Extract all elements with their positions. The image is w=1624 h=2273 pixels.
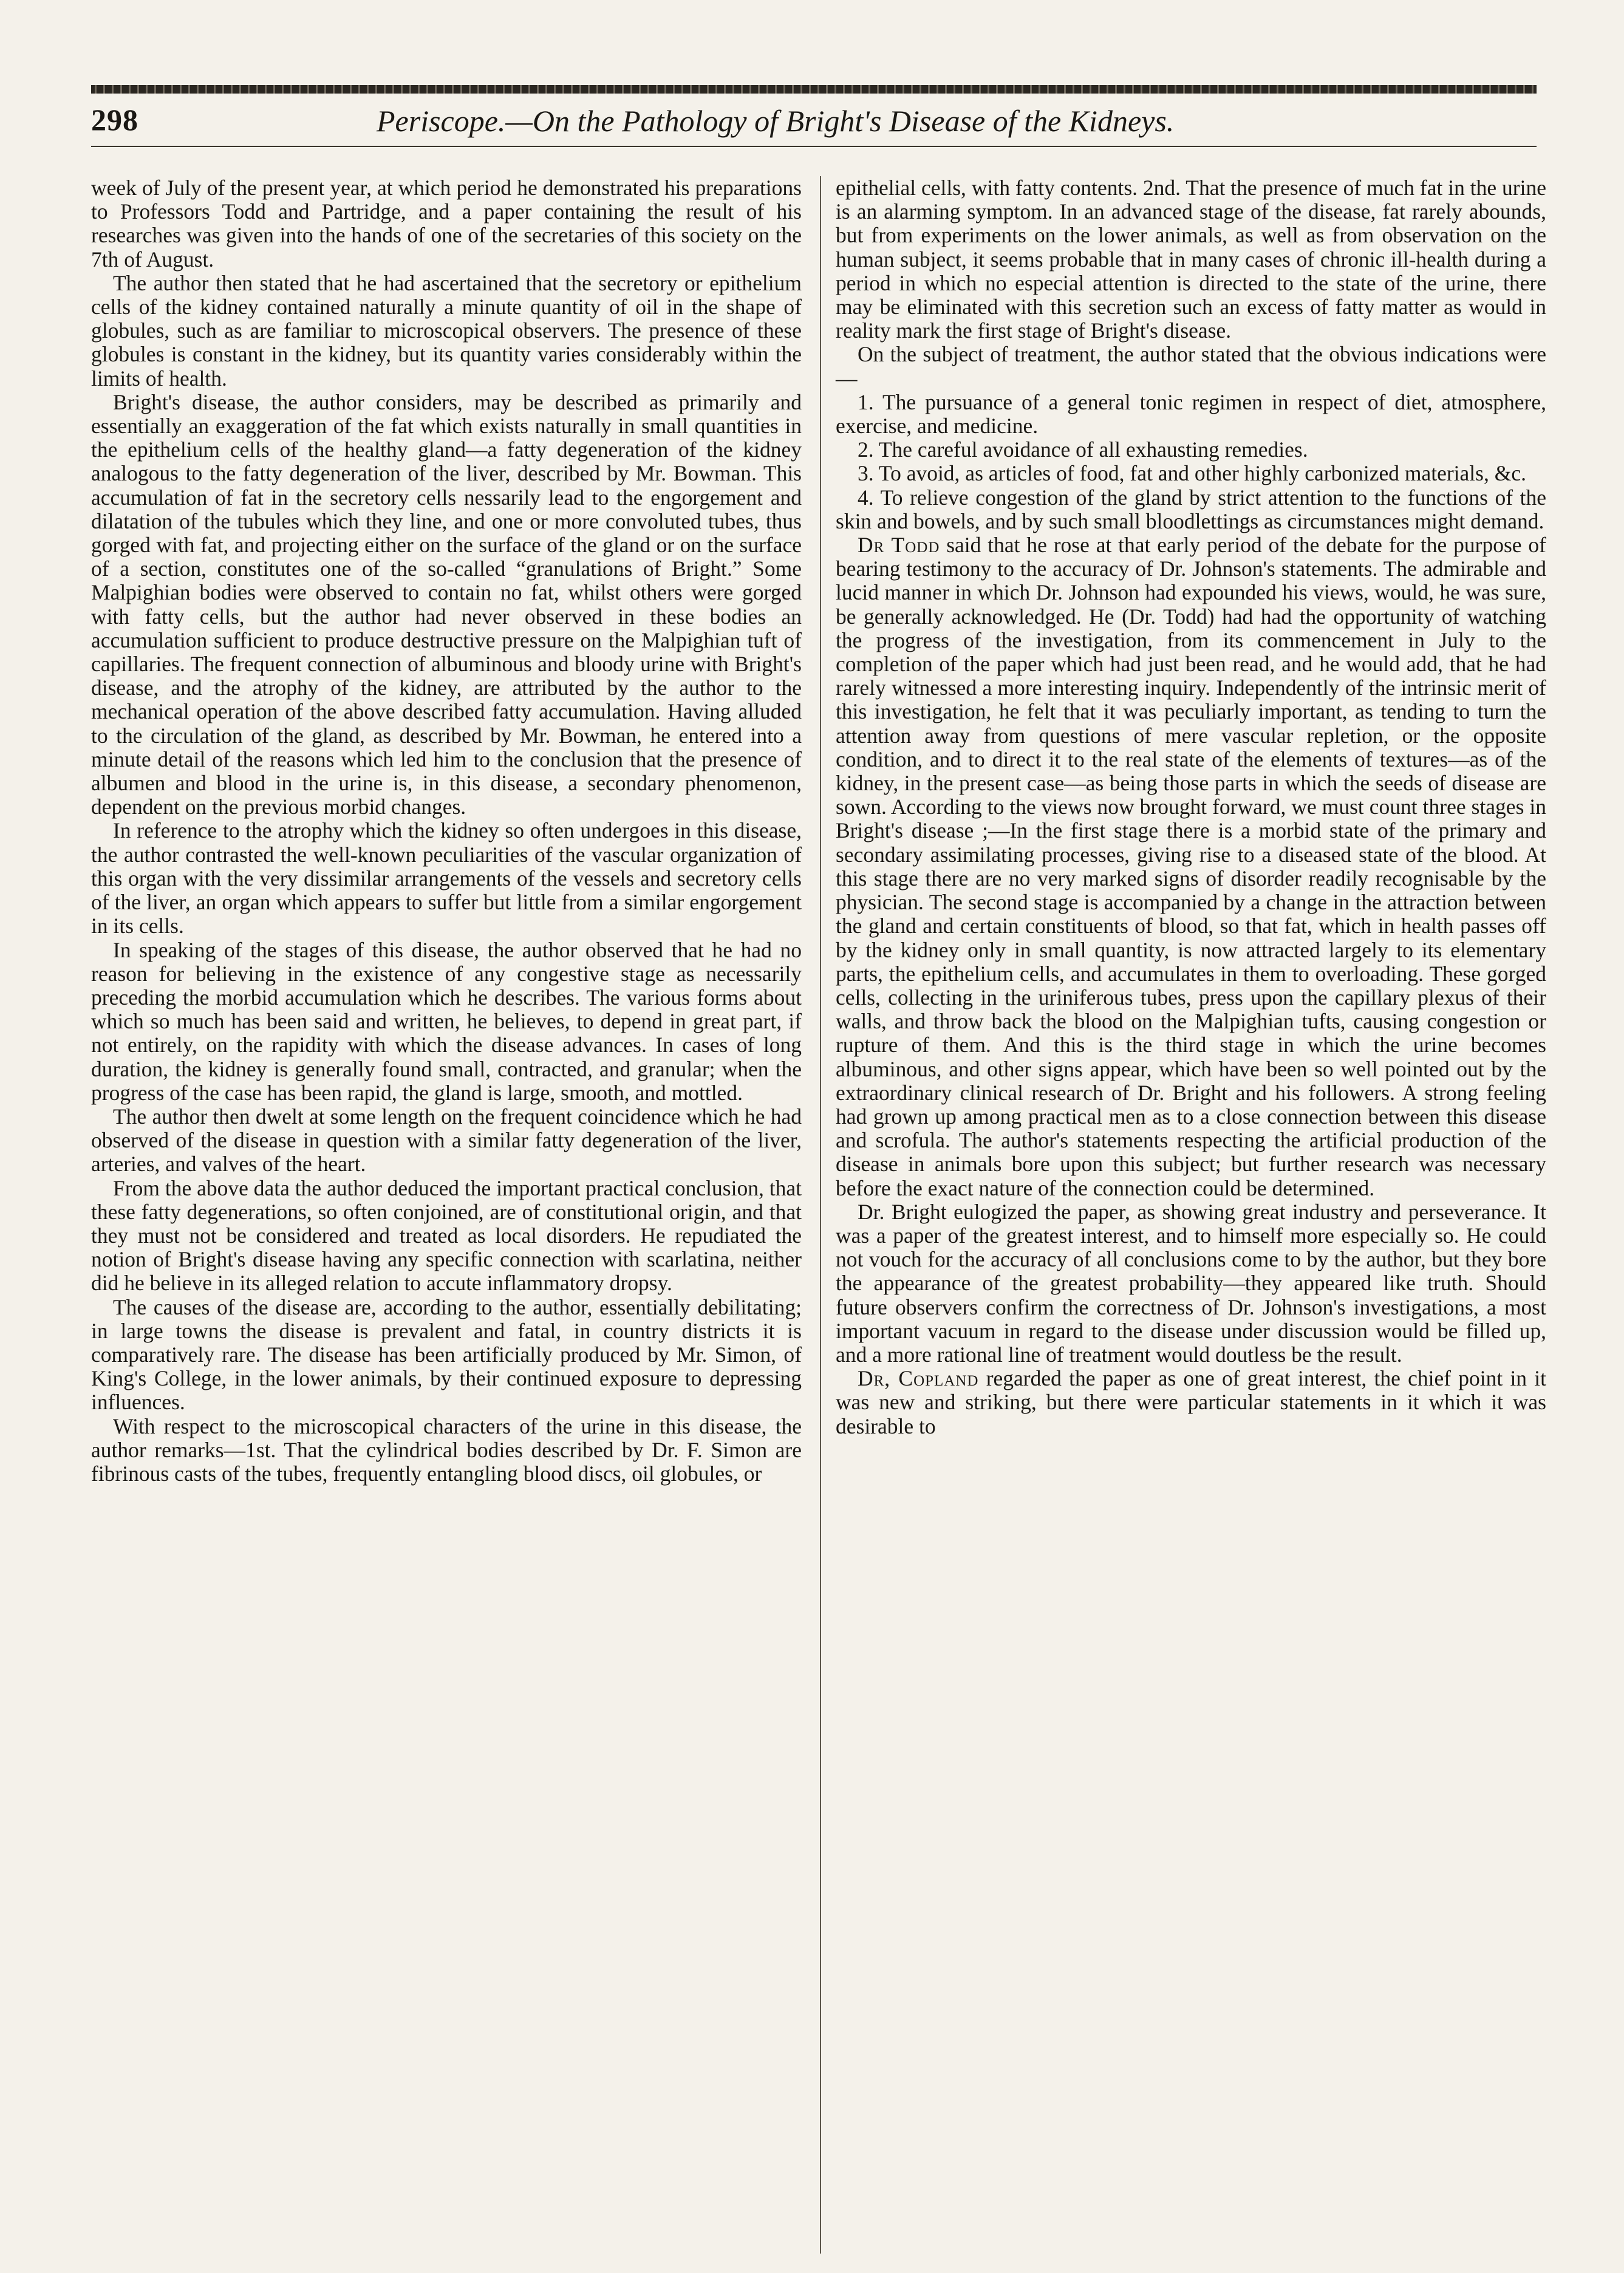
page-number: 298 [91,103,138,137]
paragraph: On the subject of treatment, the author stated that the obvious indications were— [836,342,1546,391]
list-item: 2. The careful avoidance of all exhausting remedies. [858,437,1308,462]
paragraph [836,533,1546,1200]
paragraph: Dr. Bright eulogized the paper, as showing great industry and perseverance. It was a paper of the greatest interest, and to himself more especially so. He could not vouch for the accuracy of all conclusions come to by the author, but they bore the appearance of the greatest probability—they appeared like truth. Should future observers confirm the correctness of Dr. Johnson's investigations, a most important vacuum in regard to the disease under discussion would be filled up, and a more rational line of treatment would doutless be the result. [836,1199,1546,1367]
speaker-name: Dr Todd [858,533,940,558]
paragraph: From the above data the author deduced the important practical conclusion, that these fatty degenerations, so often conjoined, are of constitutional origin, and that they must not be considered and treated as local disorders. He repudiated the notion of Bright's disease having any specific connection with scarlatina, neither did he believe in its alleged relation to accute inflammatory dropsy. [91,1175,802,1296]
header-rule [91,146,1537,147]
paragraph-text: said that he rose at that early period of the debate for the purpose of bearing testimony to the accuracy of Dr. Johnson's statements. The admirable and lucid manner in which Dr. Johnson had expounded his views, would, he was sure, be generally acknowledged. He (Dr. Todd) had had the opportunity of watching the progress of the investigation, from its commencement in July to the completion of the paper which had just been read, and he would add, that he had rarely witnessed a more interesting inquiry. Independently of the intrinsic merit of this investigation, he felt that it was peculiarly important, as tending to turn the attention away from questions of mere vascular repletion, or the opposite condition, and to direct it to the real state of the elements of textures—as of the kidney, in the present case—as being those parts in which the seeds of disease are sown. According to the views now brought forward, we must count three stages in Bright's disease ;—In the first stage there is a morbid state of the primary and secondary assimilating processes, giving rise to a diseased state of the blood. At this stage there are no very marked signs of disorder readily recognisable by the physician. The second stage is accompanied by a change in the attraction between the gland and certain constituents of blood, so that fat, which in health passes off by the kidney only in small quantity, is now attracted largely to its elementary parts, the epithelium cells, and accumulates in them to overloading. These gorged cells, collecting in the uriniferous tubes, press upon the capillary plexus of their walls, and throw back the blood on the Malpighian tufts, causing congestion or rupture of them. And this is the third stage in which the urine becomes albuminous, and other signs appear, which have been so well pointed out by the extraordinary clinical research of Dr. Bright and his followers. A strong feeling had grown up among practical men as to a close connection between this disease and scrofula. The author's statements respecting the artificial production of the disease in animals bore upon this subject; but further research was necessary before the exact nature of the connection could be determined. [836,533,1546,1200]
right-column [836,176,1546,1438]
list-item: 3. To avoid, as articles of food, fat and other highly carbonized materials, &c. [858,461,1526,486]
paragraph: With respect to the microscopical characters of the urine in this disease, the author remarks—1st. That the cylindrical bodies described by Dr. F. Simon are fibrinous casts of the tubes, frequently entangling blood discs, oil globules, or [91,1413,802,1486]
column-divider [820,176,821,2254]
paragraph: epithelial cells, with fatty contents. 2nd. That the presence of much fat in the urine is an alarming symptom. In an advanced stage of the disease, fat rarely abounds, but from experiments on the lower animals, as well as from observation on the human subject, it seems probable that in many cases of chronic ill-health during a period in which no especial attention is directed to the state of the urine, there may be eliminated with this secretion such an excess of fatty matter as would in reality mark the first stage of Bright's disease. [836,176,1546,343]
paragraph: The causes of the disease are, according to the author, essentially debilitating; in large towns the disease is prevalent and fatal, in country districts it is comparatively rare. The disease has been artificially produced by Mr. Simon, of King's College, in the lower animals, by their continued exposure to depressing influences. [91,1294,802,1415]
paragraph: In speaking of the stages of this disease, the author observed that he had no reason for believing in the existence of any congestive stage as necessarily preceding the morbid accumulation which he describes. The various forms about which so much has been said and written, he believes, to depend in great part, if not entirely, on the rapidity with which the disease advances. In cases of long duration, the kidney is generally found small, contracted, and granular; when the progress of the case has been rapid, the gland is large, smooth, and mottled. [91,937,802,1105]
page-header [91,102,1537,145]
list-item: 1. The pursuance of a general tonic regimen in respect of diet, atmosphere, exercise, and medicine. [836,389,1546,439]
paragraph: week of July of the present year, at which period he demonstrated his preparations to Professors Todd and Partridge, and a paper containing the result of his researches was given into the hands of one of the secretaries of this society on the 7th of August. [91,176,802,272]
top-rule [91,85,1537,94]
running-head: Periscope.—On the Pathology of Bright's Disease of the Kidneys. [377,104,1175,138]
paragraph: The author then stated that he had ascertained that the secretory or epithelium cells of the kidney contained naturally a minute quantity of oil in the shape of globules, such as are familiar to microscopical observers. The presence of these globules is constant in the kidney, but its quantity varies considerably within the limits of health. [91,270,802,391]
paragraph-text: regarded the paper as one of great interest, the chief point in it was new and striking, but there were particular statements in it which it was desirable to [836,1366,1546,1438]
paragraph: Bright's disease, the author considers, may be described as primarily and essentially an exaggeration of the fat which exists naturally in small quantities in the epithelium cells of the healthy gland—a fatty degeneration of the kidney analogous to the fatty degeneration of the liver, described by Mr. Bowman. This accumulation of fat in the secretory cells nessarily lead to the engorgement and dilatation of the tubules which they line, and one or more convoluted tubes, thus gorged with fat, and projecting either on the surface of the gland or on the surface of a section, constitutes one of the so-called “granulations of Bright.” Some Malpighian bodies were observed to contain no fat, whilst others were gorged with fatty cells, but the author had never observed in these bodies an accumulation sufficient to produce destructive pressure on the Malpighian tuft of capillaries. The frequent connection of albuminous and bloody urine with Bright's disease, and the atrophy of the kidney, are attributed by the author to the mechanical operation of the above described fatty accumulation. Having alluded to the circulation of the gland, as described by Mr. Bowman, he entered into a minute detail of the reasons which led him to the conclusion that the presence of albumen and blood in the urine is, in this disease, a secondary phenomenon, dependent on the previous morbid changes. [91,389,802,819]
list-item: 4. To relieve congestion of the gland by strict attention to the functions of the skin and bowels, and by such small bloodlettings as circumstances might demand. [836,485,1546,533]
paragraph: The author then dwelt at some length on the frequent coincidence which he had observed of the disease in question with a similar fatty degeneration of the liver, arteries, and valves of the heart. [91,1104,802,1177]
left-column [91,176,802,1486]
paragraph [836,1367,1546,1438]
speaker-name: Dr, Copland [858,1366,979,1391]
paragraph: In reference to the atrophy which the kidney so often undergoes in this disease, the author contrasted the well-known peculiarities of the vascular organization of this organ with the very dissimilar arrangements of the vessels and secretory cells of the liver, an organ which appears to suffer but little from a similar engorgement in its cells. [91,818,802,938]
